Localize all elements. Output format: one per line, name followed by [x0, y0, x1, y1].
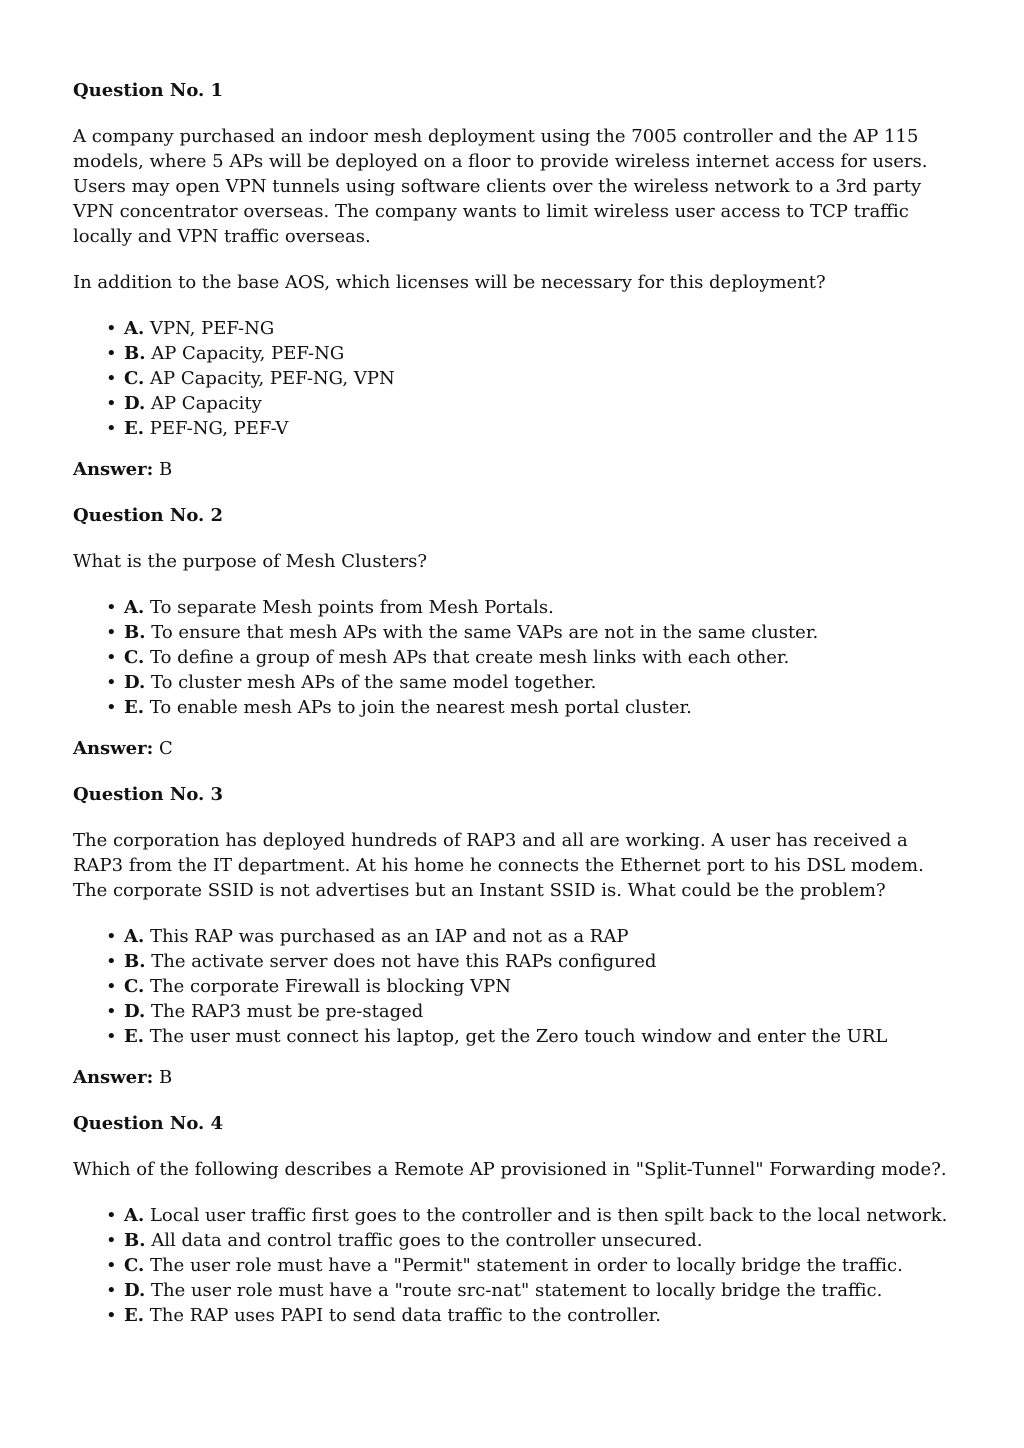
option-item — [73, 1024, 954, 1049]
answer-label: Answer: — [73, 738, 154, 759]
option-text: PEF-NG, PEF-V — [149, 418, 289, 439]
option-text: The RAP3 must be pre-staged — [150, 1001, 424, 1022]
option-item — [73, 595, 954, 620]
option-item — [73, 416, 954, 441]
option-item — [73, 924, 954, 949]
option-item — [73, 974, 954, 999]
question-2 — [73, 503, 954, 761]
option-letter: B. — [124, 622, 146, 643]
option-letter: D. — [124, 672, 146, 693]
option-item — [73, 391, 954, 416]
answer-value: B — [159, 1067, 173, 1088]
option-text: This RAP was purchased as an IAP and not as a RAP — [149, 926, 629, 947]
option-letter: B. — [124, 343, 146, 364]
question-4 — [73, 1111, 954, 1328]
bullet-icon: • — [106, 1255, 117, 1276]
option-letter: A. — [124, 926, 145, 947]
option-text: To define a group of mesh APs that create mesh links with each other. — [150, 647, 790, 668]
question-text: The corporation has deployed hundreds of RAP3 and all are working. A user has received a RAP3 from the IT department. At his home he connects the Ethernet port to his DSL modem. The corporate SSID is not advertises but an Instant SSID is. What could be the problem? — [73, 830, 924, 901]
question-text: A company purchased an indoor mesh deployment using the 7005 controller and the AP 115 models, where 5 APs will be deployed on a floor to provide wireless internet access for users. Users may open VPN tunnels using software clients over the wireless network to a 3rd party VPN concentrator overseas. The company wants to limit wireless user access to TCP traffic locally and VPN traffic overseas. — [73, 126, 928, 247]
bullet-icon: • — [106, 368, 117, 389]
option-text: The user role must have a "Permit" statement in order to locally bridge the traffic. — [150, 1255, 903, 1276]
option-text: To separate Mesh points from Mesh Portals. — [149, 597, 554, 618]
bullet-icon: • — [106, 1205, 117, 1226]
answer-label: Answer: — [73, 459, 154, 480]
bullet-icon: • — [106, 418, 117, 439]
option-letter: E. — [124, 1305, 144, 1326]
option-letter: D. — [124, 1280, 146, 1301]
answer-value: C — [159, 738, 173, 759]
option-text: To cluster mesh APs of the same model together. — [150, 672, 597, 693]
answer-value: B — [159, 459, 173, 480]
option-letter: E. — [124, 1026, 144, 1047]
option-text: AP Capacity — [150, 393, 262, 414]
option-letter: C. — [124, 1255, 145, 1276]
bullet-icon: • — [106, 976, 117, 997]
option-item — [73, 949, 954, 974]
option-item — [73, 316, 954, 341]
bullet-icon: • — [106, 1001, 117, 1022]
option-item — [73, 1278, 954, 1303]
option-list — [73, 924, 954, 1049]
option-text: The RAP uses PAPI to send data traffic to the controller. — [149, 1305, 662, 1326]
option-letter: B. — [124, 951, 146, 972]
option-letter: C. — [124, 368, 145, 389]
bullet-icon: • — [106, 647, 117, 668]
bullet-icon: • — [106, 1026, 117, 1047]
option-letter: C. — [124, 976, 145, 997]
question-heading: Question No. 3 — [73, 784, 224, 805]
option-item — [73, 999, 954, 1024]
option-text: VPN, PEF-NG — [149, 318, 275, 339]
option-letter: E. — [124, 418, 144, 439]
question-heading: Question No. 2 — [73, 505, 224, 526]
option-letter: A. — [124, 597, 145, 618]
option-letter: A. — [124, 1205, 145, 1226]
bullet-icon: • — [106, 951, 117, 972]
question-heading: Question No. 4 — [73, 1113, 224, 1134]
option-letter: D. — [124, 1001, 146, 1022]
option-letter: B. — [124, 1230, 146, 1251]
option-item — [73, 695, 954, 720]
option-list — [73, 595, 954, 720]
bullet-icon: • — [106, 318, 117, 339]
bullet-icon: • — [106, 393, 117, 414]
bullet-icon: • — [106, 622, 117, 643]
bullet-icon: • — [106, 1305, 117, 1326]
bullet-icon: • — [106, 926, 117, 947]
option-item — [73, 366, 954, 391]
option-item — [73, 1303, 954, 1328]
bullet-icon: • — [106, 343, 117, 364]
question-3 — [73, 782, 954, 1090]
answer-label: Answer: — [73, 1067, 154, 1088]
option-item — [73, 341, 954, 366]
answer-line — [73, 736, 954, 761]
option-item — [73, 620, 954, 645]
option-text: The corporate Firewall is blocking VPN — [150, 976, 511, 997]
option-text: The user role must have a "route src-nat" statement to locally bridge the traffic. — [150, 1280, 883, 1301]
question-heading: Question No. 1 — [73, 80, 224, 101]
question-text: What is the purpose of Mesh Clusters? — [73, 551, 427, 572]
option-letter: C. — [124, 647, 145, 668]
option-text: The user must connect his laptop, get the Zero touch window and enter the URL — [149, 1026, 888, 1047]
option-text: The activate server does not have this RAPs configured — [151, 951, 657, 972]
option-item — [73, 670, 954, 695]
bullet-icon: • — [106, 1280, 117, 1301]
option-text: AP Capacity, PEF-NG, VPN — [150, 368, 395, 389]
option-text: Local user traffic first goes to the controller and is then spilt back to the local network. — [149, 1205, 948, 1226]
option-item — [73, 1203, 954, 1228]
option-text: To ensure that mesh APs with the same VAPs are not in the same cluster. — [151, 622, 819, 643]
option-item — [73, 1253, 954, 1278]
option-text: To enable mesh APs to join the nearest mesh portal cluster. — [149, 697, 692, 718]
bullet-icon: • — [106, 697, 117, 718]
bullet-icon: • — [106, 1230, 117, 1251]
option-item — [73, 1228, 954, 1253]
bullet-icon: • — [106, 672, 117, 693]
answer-line — [73, 1065, 954, 1090]
option-list — [73, 1203, 954, 1328]
question-text: Which of the following describes a Remote AP provisioned in "Split-Tunnel" Forwarding mode?. — [73, 1159, 947, 1180]
option-letter: A. — [124, 318, 145, 339]
option-letter: D. — [124, 393, 146, 414]
bullet-icon: • — [106, 597, 117, 618]
question-prompt: In addition to the base AOS, which licenses will be necessary for this deployment? — [73, 272, 826, 293]
question-1 — [73, 78, 954, 482]
option-item — [73, 645, 954, 670]
option-text: AP Capacity, PEF-NG — [151, 343, 345, 364]
answer-line — [73, 457, 954, 482]
option-text: All data and control traffic goes to the controller unsecured. — [151, 1230, 703, 1251]
option-letter: E. — [124, 697, 144, 718]
option-list — [73, 316, 954, 441]
